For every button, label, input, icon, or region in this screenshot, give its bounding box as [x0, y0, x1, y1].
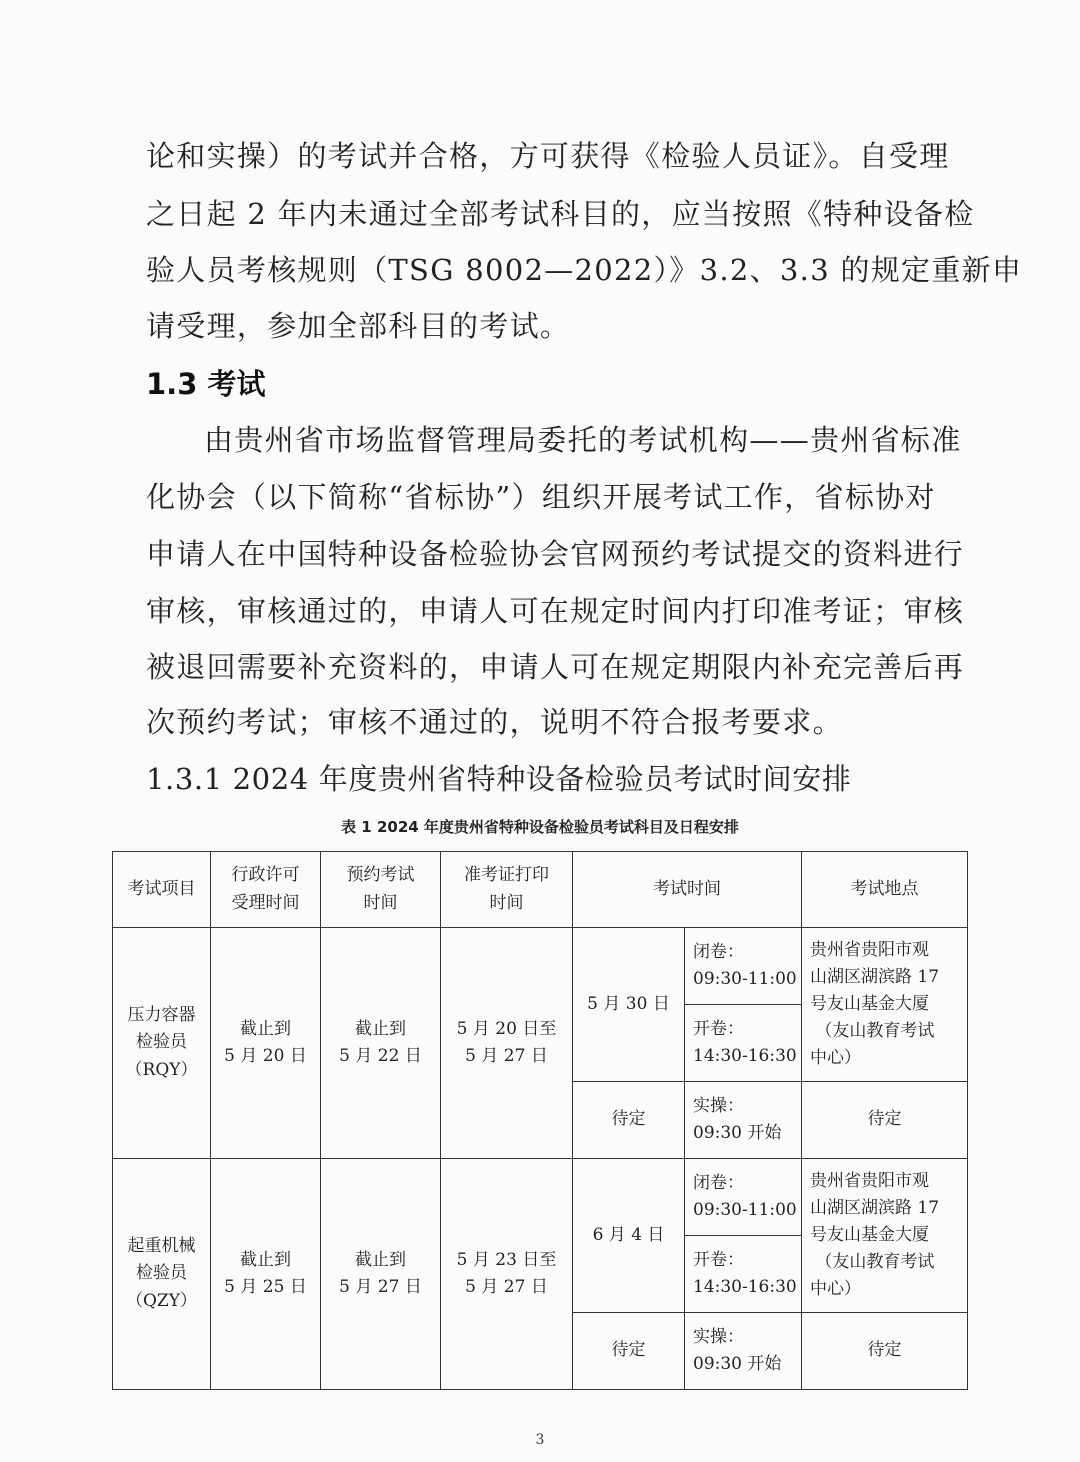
header-booking: 预约考试 时间 [321, 852, 441, 928]
paragraph-line: 验人员考核规则（TSG 8002—2022）》3.2、3.3 的规定重新申 [146, 253, 1023, 287]
cell-practical: 实操： 09:30 开始 [685, 1082, 802, 1159]
cell-closed-book: 闭卷： 09:30-11:00 [685, 1159, 802, 1236]
paragraph-line: 论和实操）的考试并合格，方可获得《检验人员证》。自受理 [146, 139, 950, 173]
table-row [113, 1159, 968, 1236]
header-ticket: 准考证打印 时间 [441, 852, 573, 928]
cell-practical-date: 待定 [573, 1082, 685, 1159]
header-item: 考试项目 [113, 852, 211, 928]
paragraph-line: 由贵州省市场监督管理局委托的考试机构——贵州省标准 [204, 423, 962, 457]
table-row [113, 928, 968, 1005]
cell-venue: 贵州省贵阳市观 山湖区湖滨路 17 号友山基金大厦 （友山教育考试 中心） [802, 1159, 968, 1313]
cell-permit: 截止到 5 月 25 日 [211, 1159, 321, 1390]
subsection-heading: 1.3.1 2024 年度贵州省特种设备检验员考试时间安排 [146, 762, 852, 796]
table-caption: 表 1 2024 年度贵州省特种设备检验员考试科目及日程安排 [341, 818, 739, 836]
cell-item: 起重机械 检验员 （QZY） [113, 1159, 211, 1390]
section-heading: 1.3 考试 [146, 367, 266, 401]
header-location: 考试地点 [802, 852, 968, 928]
cell-booking: 截止到 5 月 22 日 [321, 928, 441, 1159]
cell-permit: 截止到 5 月 20 日 [211, 928, 321, 1159]
cell-closed-book: 闭卷： 09:30-11:00 [685, 928, 802, 1005]
header-permit: 行政许可 受理时间 [211, 852, 321, 928]
cell-ticket: 5 月 20 日至 5 月 27 日 [441, 928, 573, 1159]
cell-open-book: 开卷： 14:30-16:30 [685, 1236, 802, 1313]
cell-ticket: 5 月 23 日至 5 月 27 日 [441, 1159, 573, 1390]
paragraph-line: 化协会（以下简称“省标协”）组织开展考试工作，省标协对 [146, 480, 936, 514]
cell-exam-date: 5 月 30 日 [573, 928, 685, 1082]
header-exam-time: 考试时间 [573, 852, 802, 928]
cell-practical-date: 待定 [573, 1313, 685, 1390]
cell-practical: 实操： 09:30 开始 [685, 1313, 802, 1390]
paragraph-line: 之日起 2 年内未通过全部考试科目的，应当按照《特种设备检 [146, 197, 975, 231]
paragraph-line: 申请人在中国特种设备检验协会官网预约考试提交的资料进行 [146, 537, 965, 571]
cell-booking: 截止到 5 月 27 日 [321, 1159, 441, 1390]
cell-practical-venue: 待定 [802, 1082, 968, 1159]
exam-schedule-table [112, 851, 968, 1390]
page-number: 3 [535, 1432, 545, 1448]
paragraph-line: 审核，审核通过的，申请人可在规定时间内打印准考证；审核 [146, 594, 965, 628]
cell-practical-venue: 待定 [802, 1313, 968, 1390]
table-header-row [113, 852, 968, 928]
cell-open-book: 开卷： 14:30-16:30 [685, 1005, 802, 1082]
cell-exam-date: 6 月 4 日 [573, 1159, 685, 1313]
paragraph-line: 次预约考试；审核不通过的，说明不符合报考要求。 [146, 705, 843, 739]
cell-venue: 贵州省贵阳市观 山湖区湖滨路 17 号友山基金大厦 （友山教育考试 中心） [802, 928, 968, 1082]
cell-item: 压力容器 检验员 （RQY） [113, 928, 211, 1159]
paragraph-line: 被退回需要补充资料的，申请人可在规定期限内补充完善后再 [146, 650, 965, 684]
paragraph-line: 请受理，参加全部科目的考试。 [146, 309, 571, 343]
